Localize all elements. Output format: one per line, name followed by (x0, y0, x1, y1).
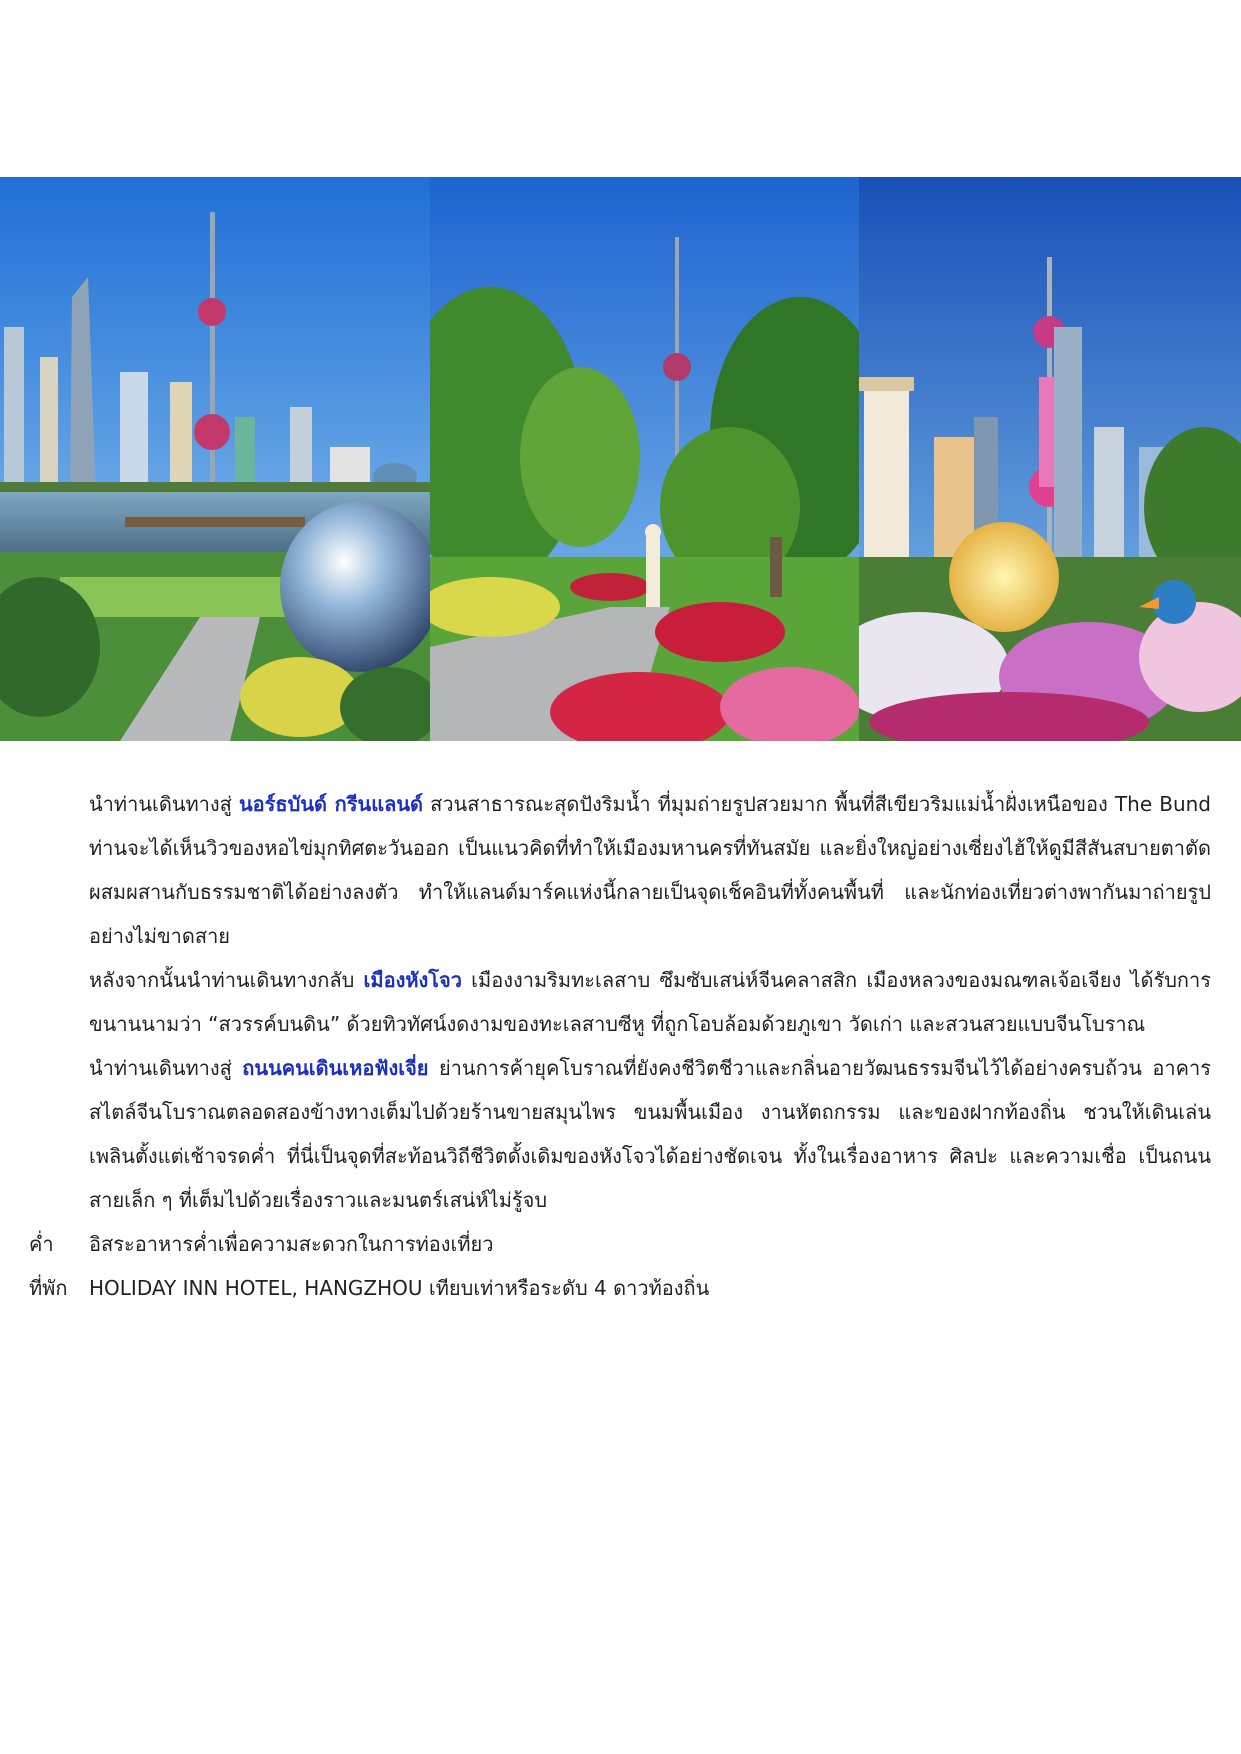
itinerary-text (29, 782, 1211, 1310)
northbund-body: สวนสาธารณะสุดปังริมน้ำ ที่มุมถ่ายรูปสวยมาก พื้นที่สีเขียวริมแม่น้ำฝั่งเหนือของ The Bund ท่านจะได้เห็นวิวของหอไข่มุกทิศตะวันออก เป็นแนวคิดที่ทำให้เมืองมหานครที่ทันสมัย และยิ่งใหญ่อย่างเซี่ยงไฮ้ให้ดูมีสีสันสบายตาตัดผสมผสานกับธรรมชาติได้อย่างลงตัว ทำให้แลนด์มาร์คแห่งนี้กลายเป็นจุดเช็คอินที่ทั้งคนพื้นที่ และนักท่องเที่ยวต่างพากันมาถ่ายรูปอย่างไม่ขาดสาย (89, 792, 1211, 948)
hangzhou-paragraph (29, 958, 1211, 1046)
hefang-prefix: นำท่านเดินทางสู่ (89, 1056, 243, 1080)
northbund-paragraph (29, 782, 1211, 958)
dinner-row (29, 1222, 1211, 1266)
hangzhou-body: เมืองงามริมทะเลสาบ ซึมซับเสน่ห์จีนคลาสสิก เมืองหลวงของมณฑลเจ้อเจียง ได้รับการขนานนามว่า “สวรรค์บนดิน” ด้วยทิวทัศน์งดงามของทะเลสาบซีหู ที่ถูกโอบล้อมด้วยภูเขา วัดเก่า และสวนสวยแบบจีนโบราณ (89, 968, 1211, 1036)
hotel-text: HOLIDAY INN HOTEL, HANGZHOU เทียบเท่าหรือระดับ 4 ดาวท้องถิ่น (89, 1276, 710, 1300)
northbund-prefix: นำท่านเดินทางสู่ (89, 792, 239, 816)
northbund-highlight: นอร์ธบันด์ กรีนแลนด์ (238, 792, 424, 816)
garden-path-pearl-tower-photo (430, 177, 859, 741)
hangzhou-prefix: หลังจากนั้นนำท่านเดินทางกลับ (89, 968, 364, 992)
night-flowers-lighthouse-photo (859, 177, 1241, 741)
hotel-row (29, 1266, 1211, 1310)
dinner-text: อิสระอาหารค่ำเพื่อความสะดวกในการท่องเที่ยว (89, 1232, 494, 1256)
hefang-body: ย่านการค้ายุคโบราณที่ยังคงชีวิตชีวาและกลิ่นอายวัฒนธรรมจีนไว้ได้อย่างครบถ้วน อาคารสไตล์จีนโบราณตลอดสองข้างทางเต็มไปด้วยร้านขายสมุนไพร ขนมพื้นเมือง งานหัตถกรรม และของฝากท้องถิ่น ชวนให้เดินเล่นเพลินตั้งแต่เช้าจรดค่ำ ที่นี่เป็นจุดที่สะท้อนวิถีชีวิตดั้งเดิมของหังโจวได้อย่างชัดเจน ทั้งในเรื่องอาหาร ศิลปะ และความเชื่อ เป็นถนนสายเล็ก ๆ ที่เต็มไปด้วยเรื่องราวและมนตร์เสน่ห์ไม่รู้จบ (89, 1056, 1211, 1212)
photo-collage (0, 177, 1241, 741)
hefang-paragraph (29, 1046, 1211, 1222)
shanghai-skyline-riverside-photo (0, 177, 430, 741)
dinner-label: ค่ำ (29, 1232, 54, 1256)
hefang-highlight: ถนนคนเดินเหอฟังเจี่ย (242, 1056, 429, 1080)
hotel-label: ที่พัก (29, 1276, 68, 1300)
hangzhou-highlight: เมืองหังโจว (363, 968, 462, 992)
